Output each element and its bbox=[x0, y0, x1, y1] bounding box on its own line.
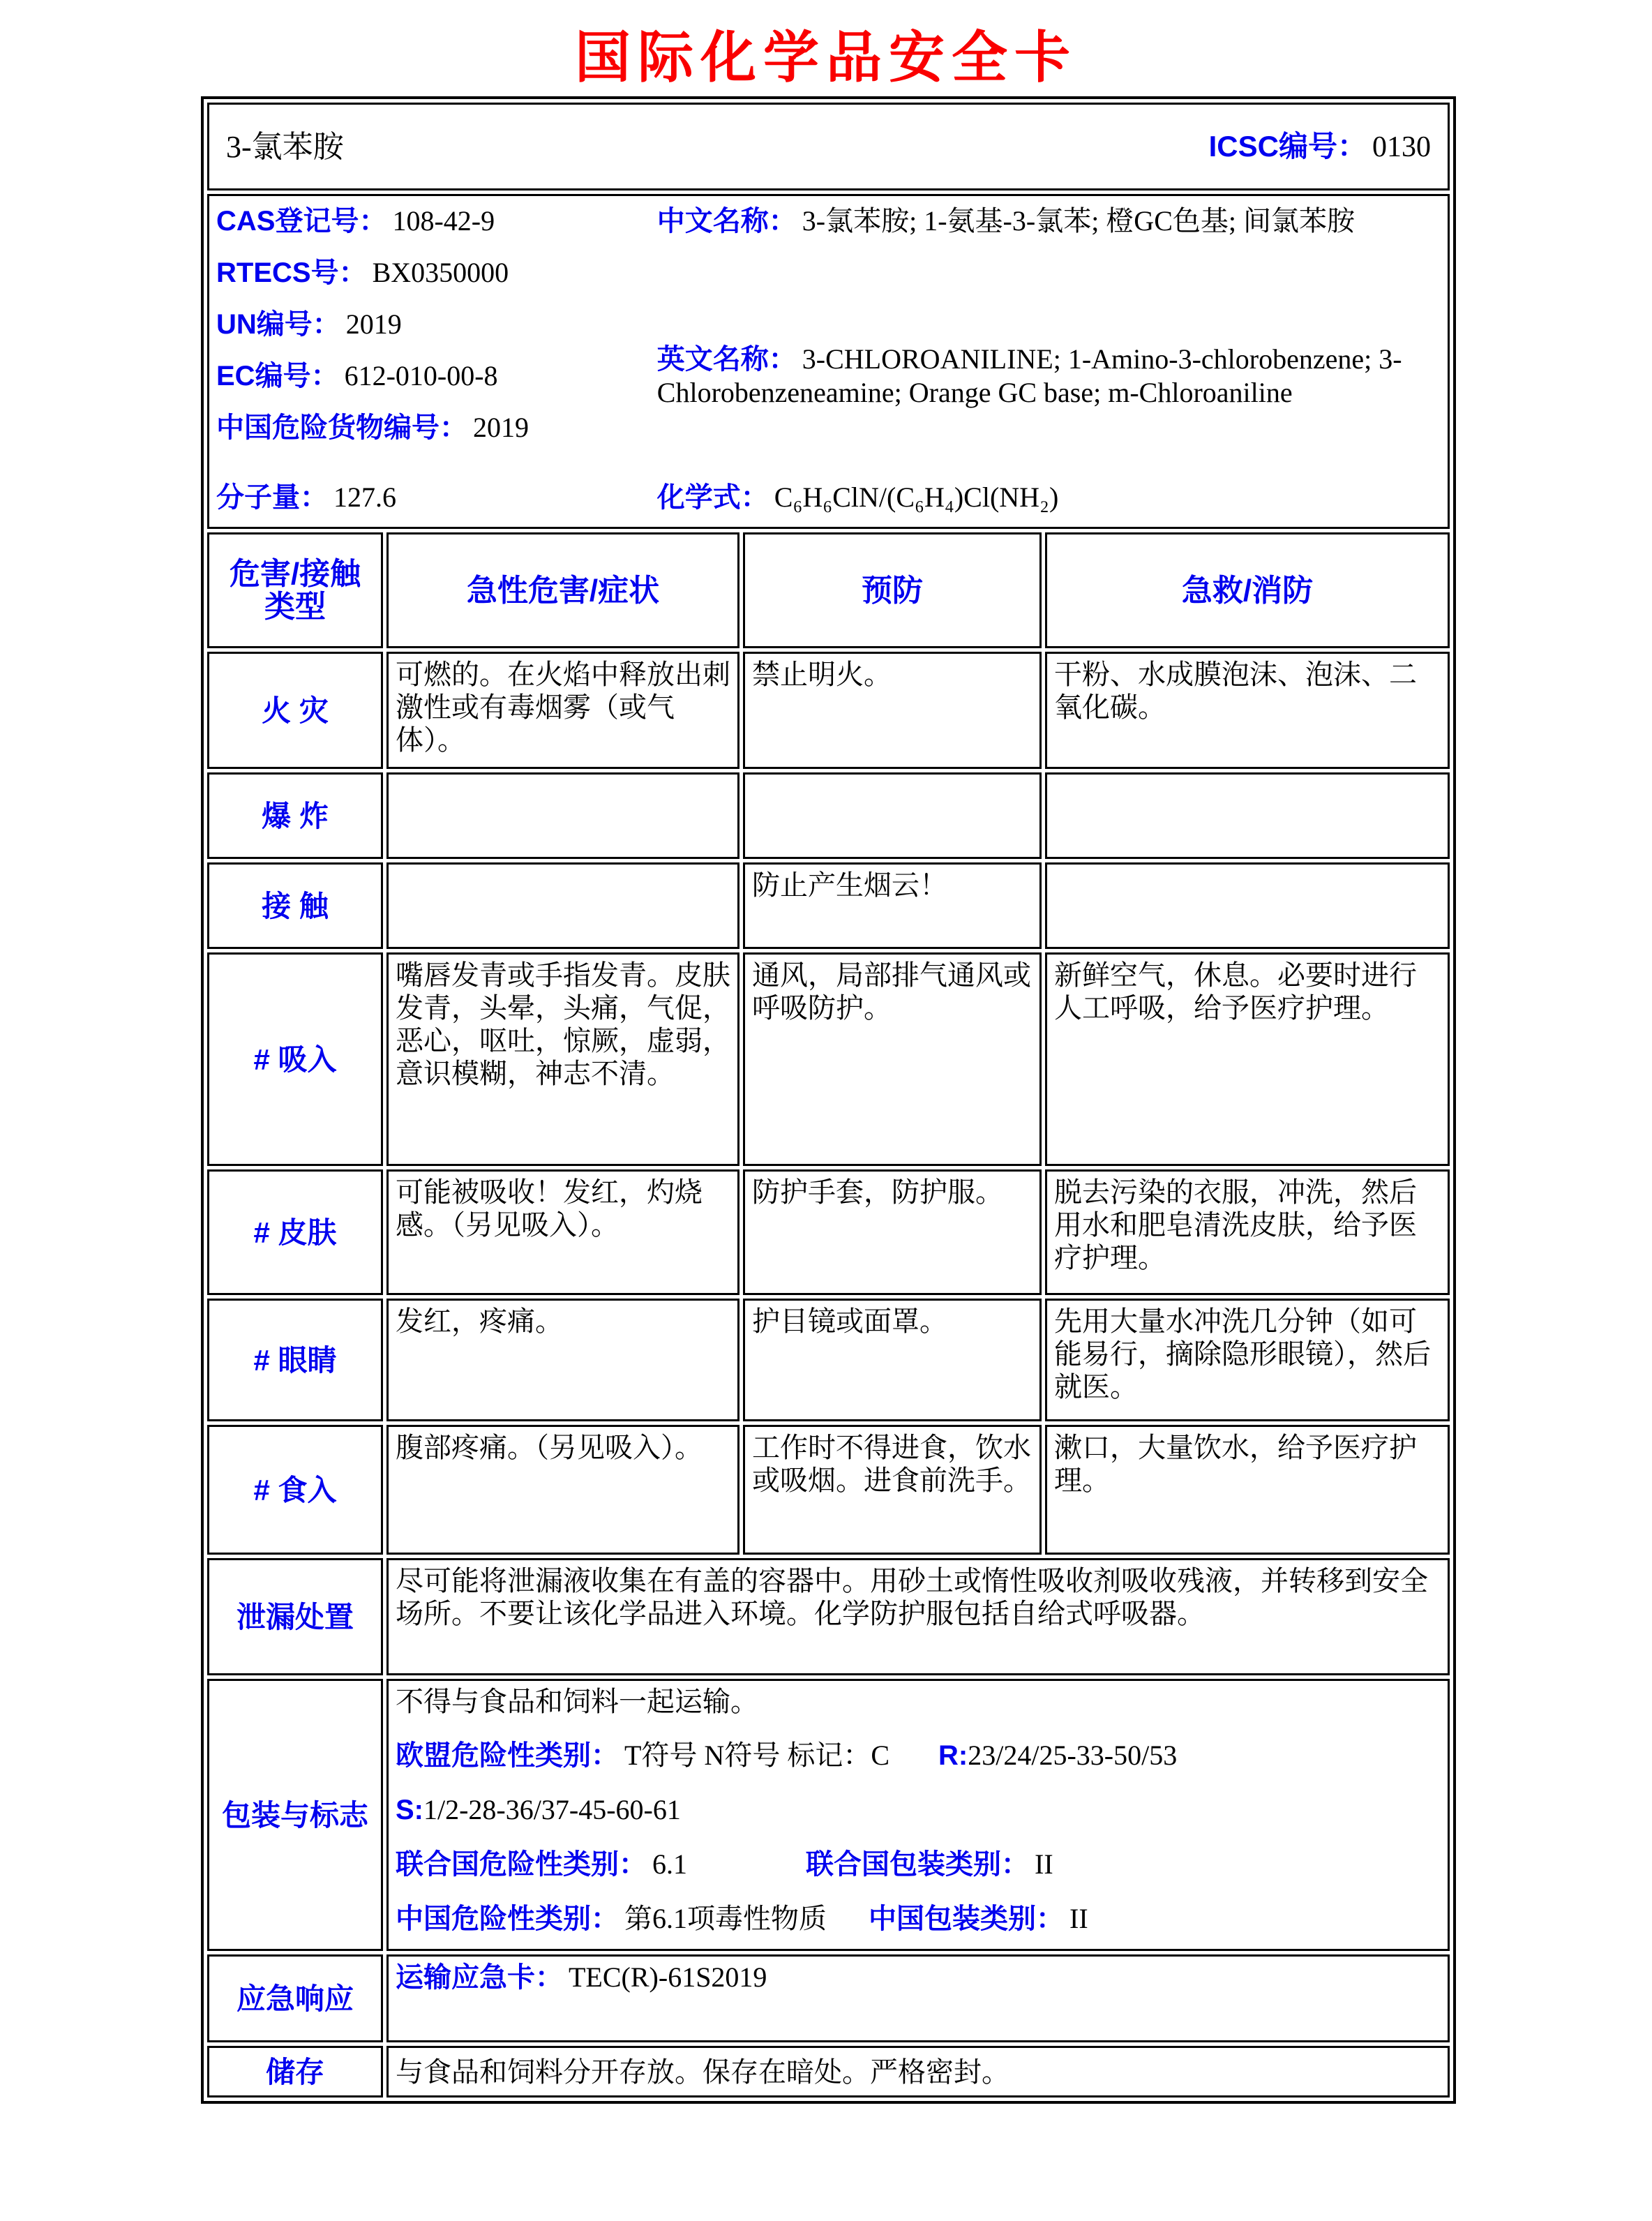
fire-response: 干粉、水成膜泡沫、泡沫、二氧化碳。 bbox=[1045, 652, 1450, 769]
hazard-row-fire bbox=[207, 652, 1450, 769]
fire-symptoms: 可燃的。在火焰中释放出刺激性或有毒烟雾（或气体）。 bbox=[386, 652, 739, 769]
chinese-names-value: 3-氯苯胺; 1-氨基-3-氯苯; 橙GC色基; 间氯苯胺 bbox=[802, 205, 1355, 237]
r-phrases-value: 23/24/25-33-50/53 bbox=[968, 1740, 1178, 1771]
explosion-label: 爆 炸 bbox=[207, 772, 383, 859]
eu-hazard-class-label: 欧盟危险性类别： bbox=[396, 1740, 619, 1771]
un-number-label: UN编号： bbox=[216, 309, 340, 340]
name-list bbox=[657, 200, 1441, 516]
contact-prevention: 防止产生烟云！ bbox=[743, 862, 1042, 949]
name-row-cell bbox=[207, 103, 1450, 190]
packaging-content bbox=[386, 1679, 1450, 1951]
name-row bbox=[207, 103, 1450, 190]
s-phrases-value: 1/2-28-36/37-45-60-61 bbox=[423, 1794, 681, 1825]
cas-number-label: CAS登记号： bbox=[216, 206, 387, 237]
emergency-content bbox=[386, 1954, 1450, 2042]
hazard-row-explosion bbox=[207, 772, 1450, 859]
packaging-row bbox=[207, 1679, 1450, 1951]
packaging-s-line bbox=[396, 1793, 1441, 1827]
english-names-value: 3-CHLOROANILINE; 1-Amino-3-chlorobenzene; 3-Chlorobenzeneamine; Orange GC base; m-Chloroaniline bbox=[656, 343, 1402, 408]
eyes-response: 先用大量水冲洗几分钟（如可能易行，摘除隐形眼镜），然后就医。 bbox=[1045, 1299, 1450, 1421]
storage-row bbox=[207, 2046, 1450, 2097]
cn-hazard-class-value: 第6.1项毒性物质 bbox=[624, 1903, 827, 1934]
transport-card-label: 运输应急卡： bbox=[396, 1962, 563, 1993]
icsc-number bbox=[1209, 130, 1431, 164]
un-number-field bbox=[216, 308, 657, 341]
chinese-names-field bbox=[657, 204, 1441, 238]
explosion-symptoms bbox=[386, 772, 739, 859]
ingestion-prevention: 工作时不得进食，饮水或吸烟。进食前洗手。 bbox=[743, 1425, 1042, 1555]
eyes-symptoms: 发红，疼痛。 bbox=[386, 1299, 739, 1421]
cn-pack-group-label: 中国包装类别： bbox=[869, 1904, 1064, 1934]
un-hazard-class-value: 6.1 bbox=[652, 1848, 687, 1880]
skin-symptoms: 可能被吸收！发红，灼烧感。（另见吸入）。 bbox=[386, 1169, 739, 1295]
hazard-row-contact bbox=[207, 862, 1450, 949]
fire-prevention: 禁止明火。 bbox=[743, 652, 1042, 769]
ec-number-value: 612-010-00-8 bbox=[344, 360, 498, 391]
transport-card-value: TEC(R)-61S2019 bbox=[569, 1961, 767, 1993]
storage-text: 与食品和饲料分开存放。保存在暗处。严格密封。 bbox=[386, 2046, 1450, 2097]
un-hazard-class-label: 联合国危险性类别： bbox=[396, 1849, 647, 1880]
emergency-row bbox=[207, 1954, 1450, 2042]
cas-number-value: 108-42-9 bbox=[392, 205, 495, 237]
hazard-row-skin bbox=[207, 1169, 1450, 1295]
header-acute-symptoms: 急性危害/症状 bbox=[386, 532, 739, 648]
ingestion-response: 漱口，大量饮水，给予医疗护理。 bbox=[1045, 1425, 1450, 1555]
rtecs-number-label: RTECS号： bbox=[216, 257, 367, 288]
china-dg-number-field bbox=[216, 411, 657, 444]
molecular-weight-field bbox=[216, 481, 657, 514]
eyes-prevention: 护目镜或面罩。 bbox=[743, 1299, 1042, 1421]
inhalation-prevention: 通风，局部排气通风或呼吸防护。 bbox=[743, 952, 1042, 1166]
inhalation-symptoms: 嘴唇发青或手指发青。皮肤发青，头晕，头痛，气促，恶心，呕吐，惊厥，虚弱，意识模糊，神志不清。 bbox=[386, 952, 739, 1166]
chemical-name: 3-氯苯胺 bbox=[226, 129, 344, 164]
rtecs-number-value: BX0350000 bbox=[372, 257, 509, 288]
r-phrases-label: R: bbox=[938, 1740, 968, 1771]
english-names-label: 英文名称： bbox=[656, 344, 797, 375]
packaging-label: 包装与标志 bbox=[207, 1679, 383, 1951]
header-prevention: 预防 bbox=[743, 532, 1042, 648]
eu-hazard-class-value: T符号 N符号 标记：C bbox=[624, 1740, 889, 1771]
skin-prevention: 防护手套，防护服。 bbox=[743, 1169, 1042, 1295]
hazard-header-row bbox=[207, 532, 1450, 648]
chemical-formula-field bbox=[657, 481, 1441, 514]
ingestion-symptoms: 腹部疼痛。（另见吸入）。 bbox=[386, 1425, 739, 1555]
packaging-cn-line bbox=[396, 1902, 1441, 1936]
info-cell bbox=[207, 194, 1450, 529]
spill-text: 尽可能将泄漏液收集在有盖的容器中。用砂土或惰性吸收剂吸收残液，并转移到安全场所。不要让该化学品进入环境。化学防护服包括自给式呼吸器。 bbox=[386, 1558, 1450, 1675]
icsc-number-label: ICSC编号： bbox=[1208, 129, 1367, 163]
packaging-eu-line bbox=[396, 1739, 1441, 1772]
molecular-weight-label: 分子量： bbox=[216, 482, 328, 513]
hazard-row-eyes bbox=[207, 1299, 1450, 1421]
icsc-number-value: 0130 bbox=[1372, 130, 1431, 163]
contact-symptoms bbox=[386, 862, 739, 949]
emergency-label: 应急响应 bbox=[207, 1954, 383, 2042]
eyes-label: # 眼睛 bbox=[207, 1299, 383, 1421]
storage-label: 储存 bbox=[207, 2046, 383, 2097]
english-names-field bbox=[657, 343, 1441, 409]
ec-number-field bbox=[216, 359, 657, 393]
china-dg-number-value: 2019 bbox=[473, 412, 529, 443]
hazard-row-ingestion bbox=[207, 1425, 1450, 1555]
contact-response bbox=[1045, 862, 1450, 949]
un-number-value: 2019 bbox=[345, 308, 402, 340]
ec-number-label: EC编号： bbox=[216, 361, 339, 391]
packaging-transport-note: 不得与食品和饲料一起运输。 bbox=[396, 1686, 758, 1717]
inhalation-label: # 吸入 bbox=[207, 952, 383, 1166]
cn-pack-group-value: II bbox=[1069, 1903, 1088, 1934]
header-hazard-type: 危害/接触类型 bbox=[207, 532, 383, 648]
fire-label: 火 灾 bbox=[207, 652, 383, 769]
packaging-un-line bbox=[396, 1848, 1441, 1881]
header-first-aid-fire: 急救/消防 bbox=[1045, 532, 1450, 648]
hazard-row-inhalation bbox=[207, 952, 1450, 1166]
un-pack-group-label: 联合国包装类别： bbox=[806, 1849, 1029, 1880]
spill-row bbox=[207, 1558, 1450, 1675]
ingestion-label: # 食入 bbox=[207, 1425, 383, 1555]
info-row bbox=[207, 194, 1450, 529]
explosion-prevention bbox=[743, 772, 1042, 859]
spill-label: 泄漏处置 bbox=[207, 1558, 383, 1675]
skin-label: # 皮肤 bbox=[207, 1169, 383, 1295]
page-title: 国际化学品安全卡 bbox=[575, 28, 1077, 89]
cn-hazard-class-label: 中国危险性类别： bbox=[396, 1904, 619, 1934]
chemical-formula-value: C₆H₆ClN/(C₆H₄)Cl(NH₂) bbox=[774, 481, 1059, 513]
contact-label: 接 触 bbox=[207, 862, 383, 949]
identifier-list bbox=[216, 200, 657, 516]
s-phrases-label: S: bbox=[396, 1795, 423, 1825]
rtecs-number-field bbox=[216, 256, 657, 290]
explosion-response bbox=[1045, 772, 1450, 859]
china-dg-number-label: 中国危险货物编号： bbox=[216, 412, 467, 443]
chemical-formula-label: 化学式： bbox=[656, 482, 769, 513]
un-pack-group-value: II bbox=[1035, 1848, 1053, 1880]
molecular-weight-value: 127.6 bbox=[333, 481, 396, 513]
cas-number-field bbox=[216, 204, 657, 238]
icsc-card-table bbox=[201, 96, 1456, 2104]
skin-response: 脱去污染的衣服，冲洗，然后用水和肥皂清洗皮肤，给予医疗护理。 bbox=[1045, 1169, 1450, 1295]
chinese-names-label: 中文名称： bbox=[656, 206, 797, 237]
inhalation-response: 新鲜空气，休息。必要时进行人工呼吸，给予医疗护理。 bbox=[1045, 952, 1450, 1166]
